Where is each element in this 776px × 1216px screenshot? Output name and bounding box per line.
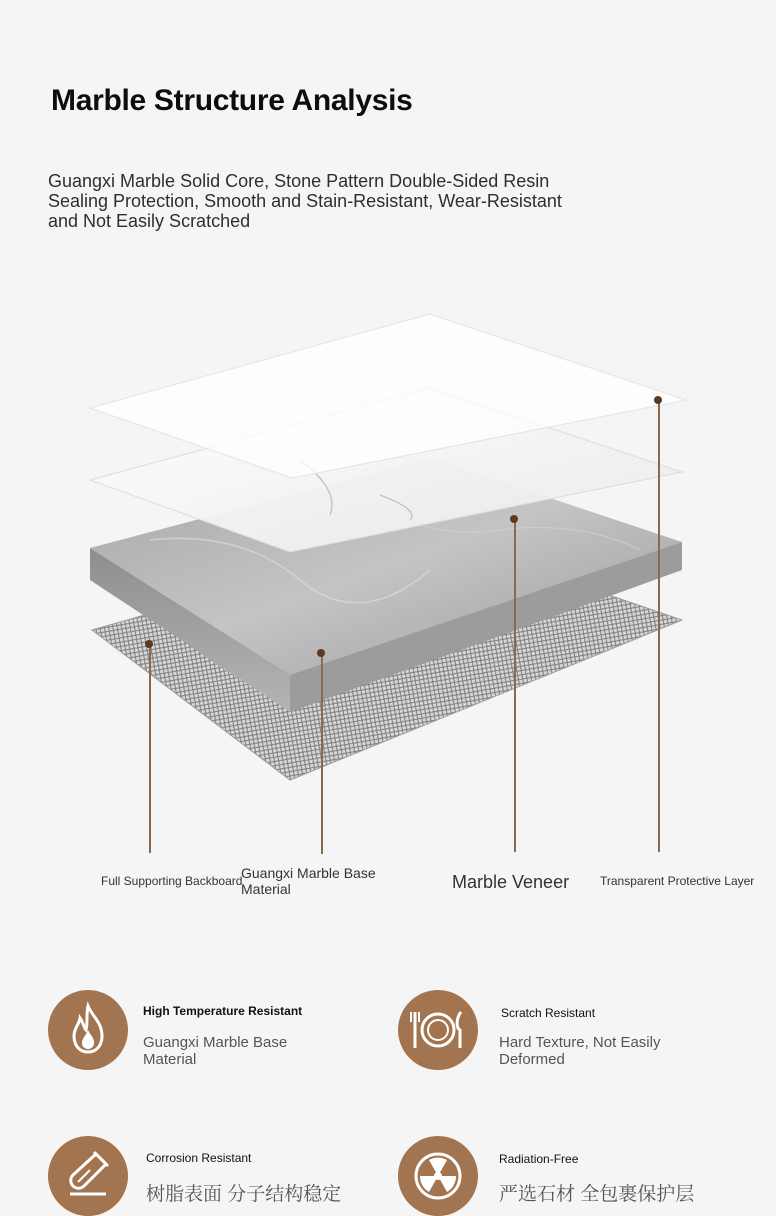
feature-desc: 严选石材 全包裹保护层: [499, 1184, 695, 1205]
feature-desc: 树脂表面 分子结构稳定: [146, 1184, 342, 1205]
flame-icon: [48, 990, 128, 1070]
layer-diagram: [0, 280, 776, 800]
backboard-label: Full Supporting Backboard: [101, 874, 243, 888]
veneer-label: Marble Veneer: [452, 872, 570, 892]
protective-label: Transparent Protective Layer: [600, 874, 755, 888]
veneer-dot: [510, 515, 518, 523]
base-label: Guangxi Marble Base Material: [241, 865, 376, 897]
protective-dot: [654, 396, 662, 404]
feature-title: High Temperature Resistant: [143, 1004, 303, 1018]
feature-title: Radiation-Free: [499, 1152, 579, 1166]
page-subtitle: Guangxi Marble Solid Core, Stone Pattern Double-Sided Resin Sealing Protection, Smooth and Stain-Resistant, Wear-Resistant and Not Easily Scratched: [48, 171, 562, 231]
backboard-dot: [145, 640, 153, 648]
feature-title: Corrosion Resistant: [146, 1151, 252, 1165]
page-title: Marble Structure Analysis: [51, 84, 413, 117]
test-tube-icon: [48, 1136, 128, 1216]
radiation-icon: [398, 1136, 478, 1216]
base-dot: [317, 649, 325, 657]
feature-desc: Guangxi Marble Base Material: [143, 1034, 288, 1068]
feature-desc: Hard Texture, Not Easily Deformed: [499, 1034, 661, 1068]
backboard-leader: [149, 645, 151, 853]
base-leader: [321, 654, 323, 854]
feature-title: Scratch Resistant: [501, 1006, 596, 1020]
plate-cutlery-icon: [398, 990, 478, 1070]
protective-leader: [658, 401, 660, 852]
veneer-leader: [514, 520, 516, 852]
